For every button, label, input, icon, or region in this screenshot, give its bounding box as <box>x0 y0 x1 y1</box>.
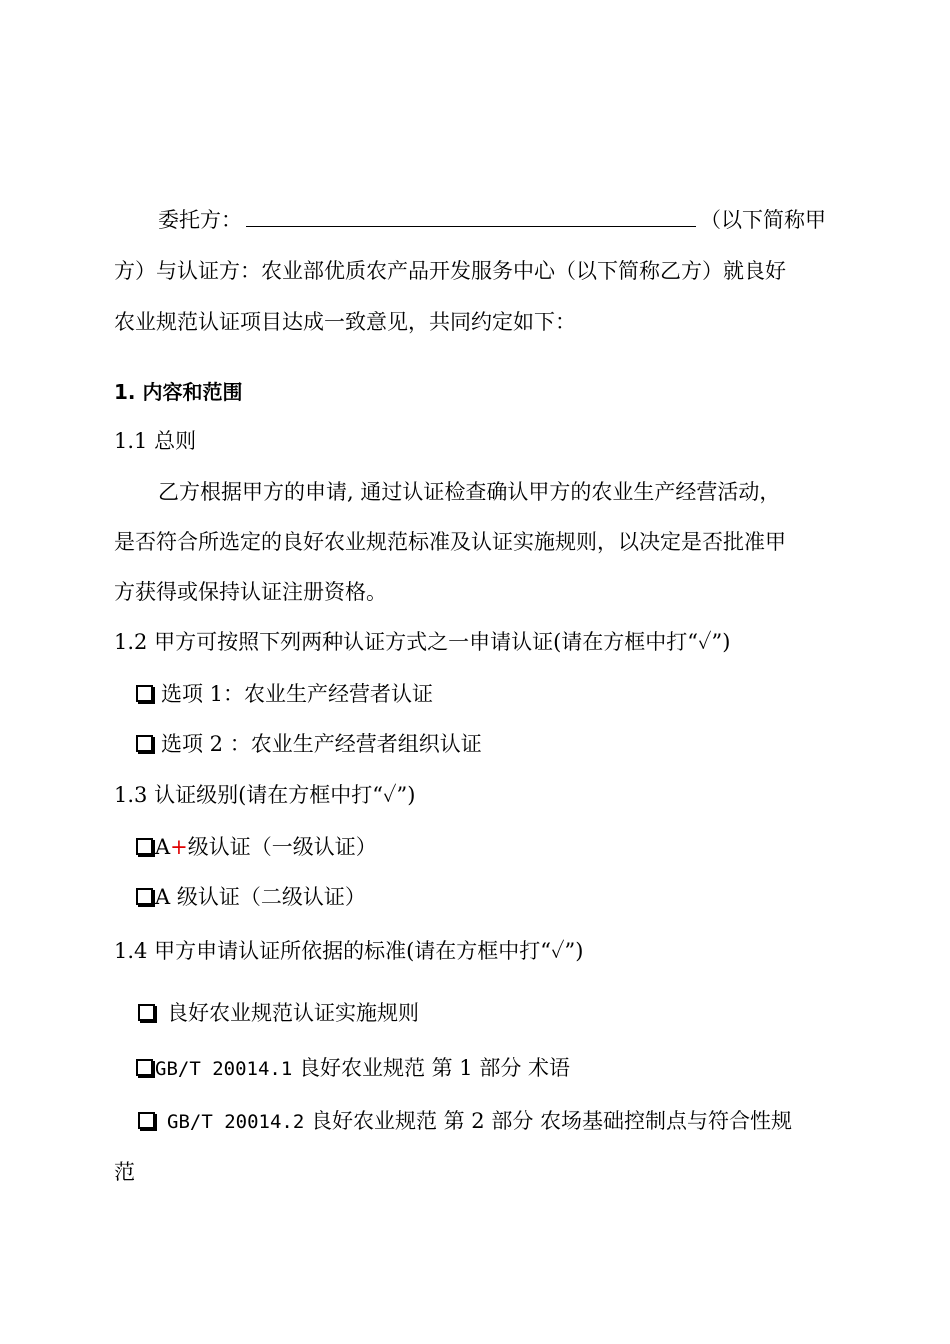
option-1-3-1[interactable] <box>136 832 377 862</box>
option-1-3-2[interactable] <box>136 882 366 912</box>
option-1-2-1[interactable] <box>136 679 433 709</box>
checkbox[interactable] <box>136 838 153 855</box>
option-label: 级认证（一级认证） <box>187 835 377 859</box>
paragraph-line: 方获得或保持认证注册资格。 <box>114 580 387 604</box>
client-label: 委托方： <box>158 208 242 232</box>
section-heading: 1. 内容和范围 <box>114 380 243 404</box>
client-line <box>158 205 826 235</box>
checkbox[interactable] <box>138 1112 155 1129</box>
client-name-blank[interactable] <box>246 206 696 227</box>
checkbox[interactable] <box>136 888 153 905</box>
client-suffix: （以下简称甲 <box>700 208 826 232</box>
standard-code: GB/T 20014.2 <box>167 1111 305 1133</box>
option-1-4-1[interactable] <box>138 998 419 1028</box>
subsection-1-1-title: 1.1 总则 <box>114 429 197 453</box>
standard-code: GB/T 20014.1 <box>155 1058 293 1080</box>
subsection-1-4-title: 1.4 甲方申请认证所依据的标准(请在方框中打“✓”) <box>114 939 584 963</box>
paragraph-line: 是否符合所选定的良好农业规范标准及认证实施规则，以决定是否批准甲 <box>114 530 786 554</box>
grade-plus: + <box>170 835 188 859</box>
paragraph-line: 乙方根据甲方的申请, 通过认证检查确认甲方的农业生产经营活动， <box>158 480 781 504</box>
subsection-1-2-title: 1.2 甲方可按照下列两种认证方式之一申请认证(请在方框中打“✓”) <box>114 630 731 654</box>
intro-line-2: 方）与认证方：农业部优质农产品开发服务中心（以下简称乙方）就良好 <box>114 259 786 283</box>
grade-letter: A <box>155 835 171 859</box>
option-1-4-3-continued: 范 <box>114 1160 135 1184</box>
checkbox[interactable] <box>136 685 153 702</box>
option-1-2-2[interactable] <box>136 729 482 759</box>
checkbox[interactable] <box>138 1004 155 1021</box>
checkbox[interactable] <box>136 1059 153 1076</box>
intro-line-3: 农业规范认证项目达成一致意见，共同约定如下： <box>114 310 576 334</box>
option-label: 良好农业规范认证实施规则 <box>167 1001 419 1025</box>
option-1-4-3[interactable] <box>138 1106 792 1137</box>
checkbox[interactable] <box>136 735 153 752</box>
option-label: A 级认证（二级认证） <box>155 885 366 909</box>
option-label: 良好农业规范 第 2 部分 农场基础控制点与符合性规 <box>304 1109 793 1133</box>
option-label: 选项 1：农业生产经营者认证 <box>161 682 434 706</box>
option-label: 良好农业规范 第 1 部分 术语 <box>292 1056 571 1080</box>
option-1-4-2[interactable] <box>136 1053 570 1084</box>
subsection-1-3-title: 1.3 认证级别(请在方框中打“✓”) <box>114 783 416 807</box>
option-label: 选项 2 ：农业生产经营者组织认证 <box>161 732 482 756</box>
